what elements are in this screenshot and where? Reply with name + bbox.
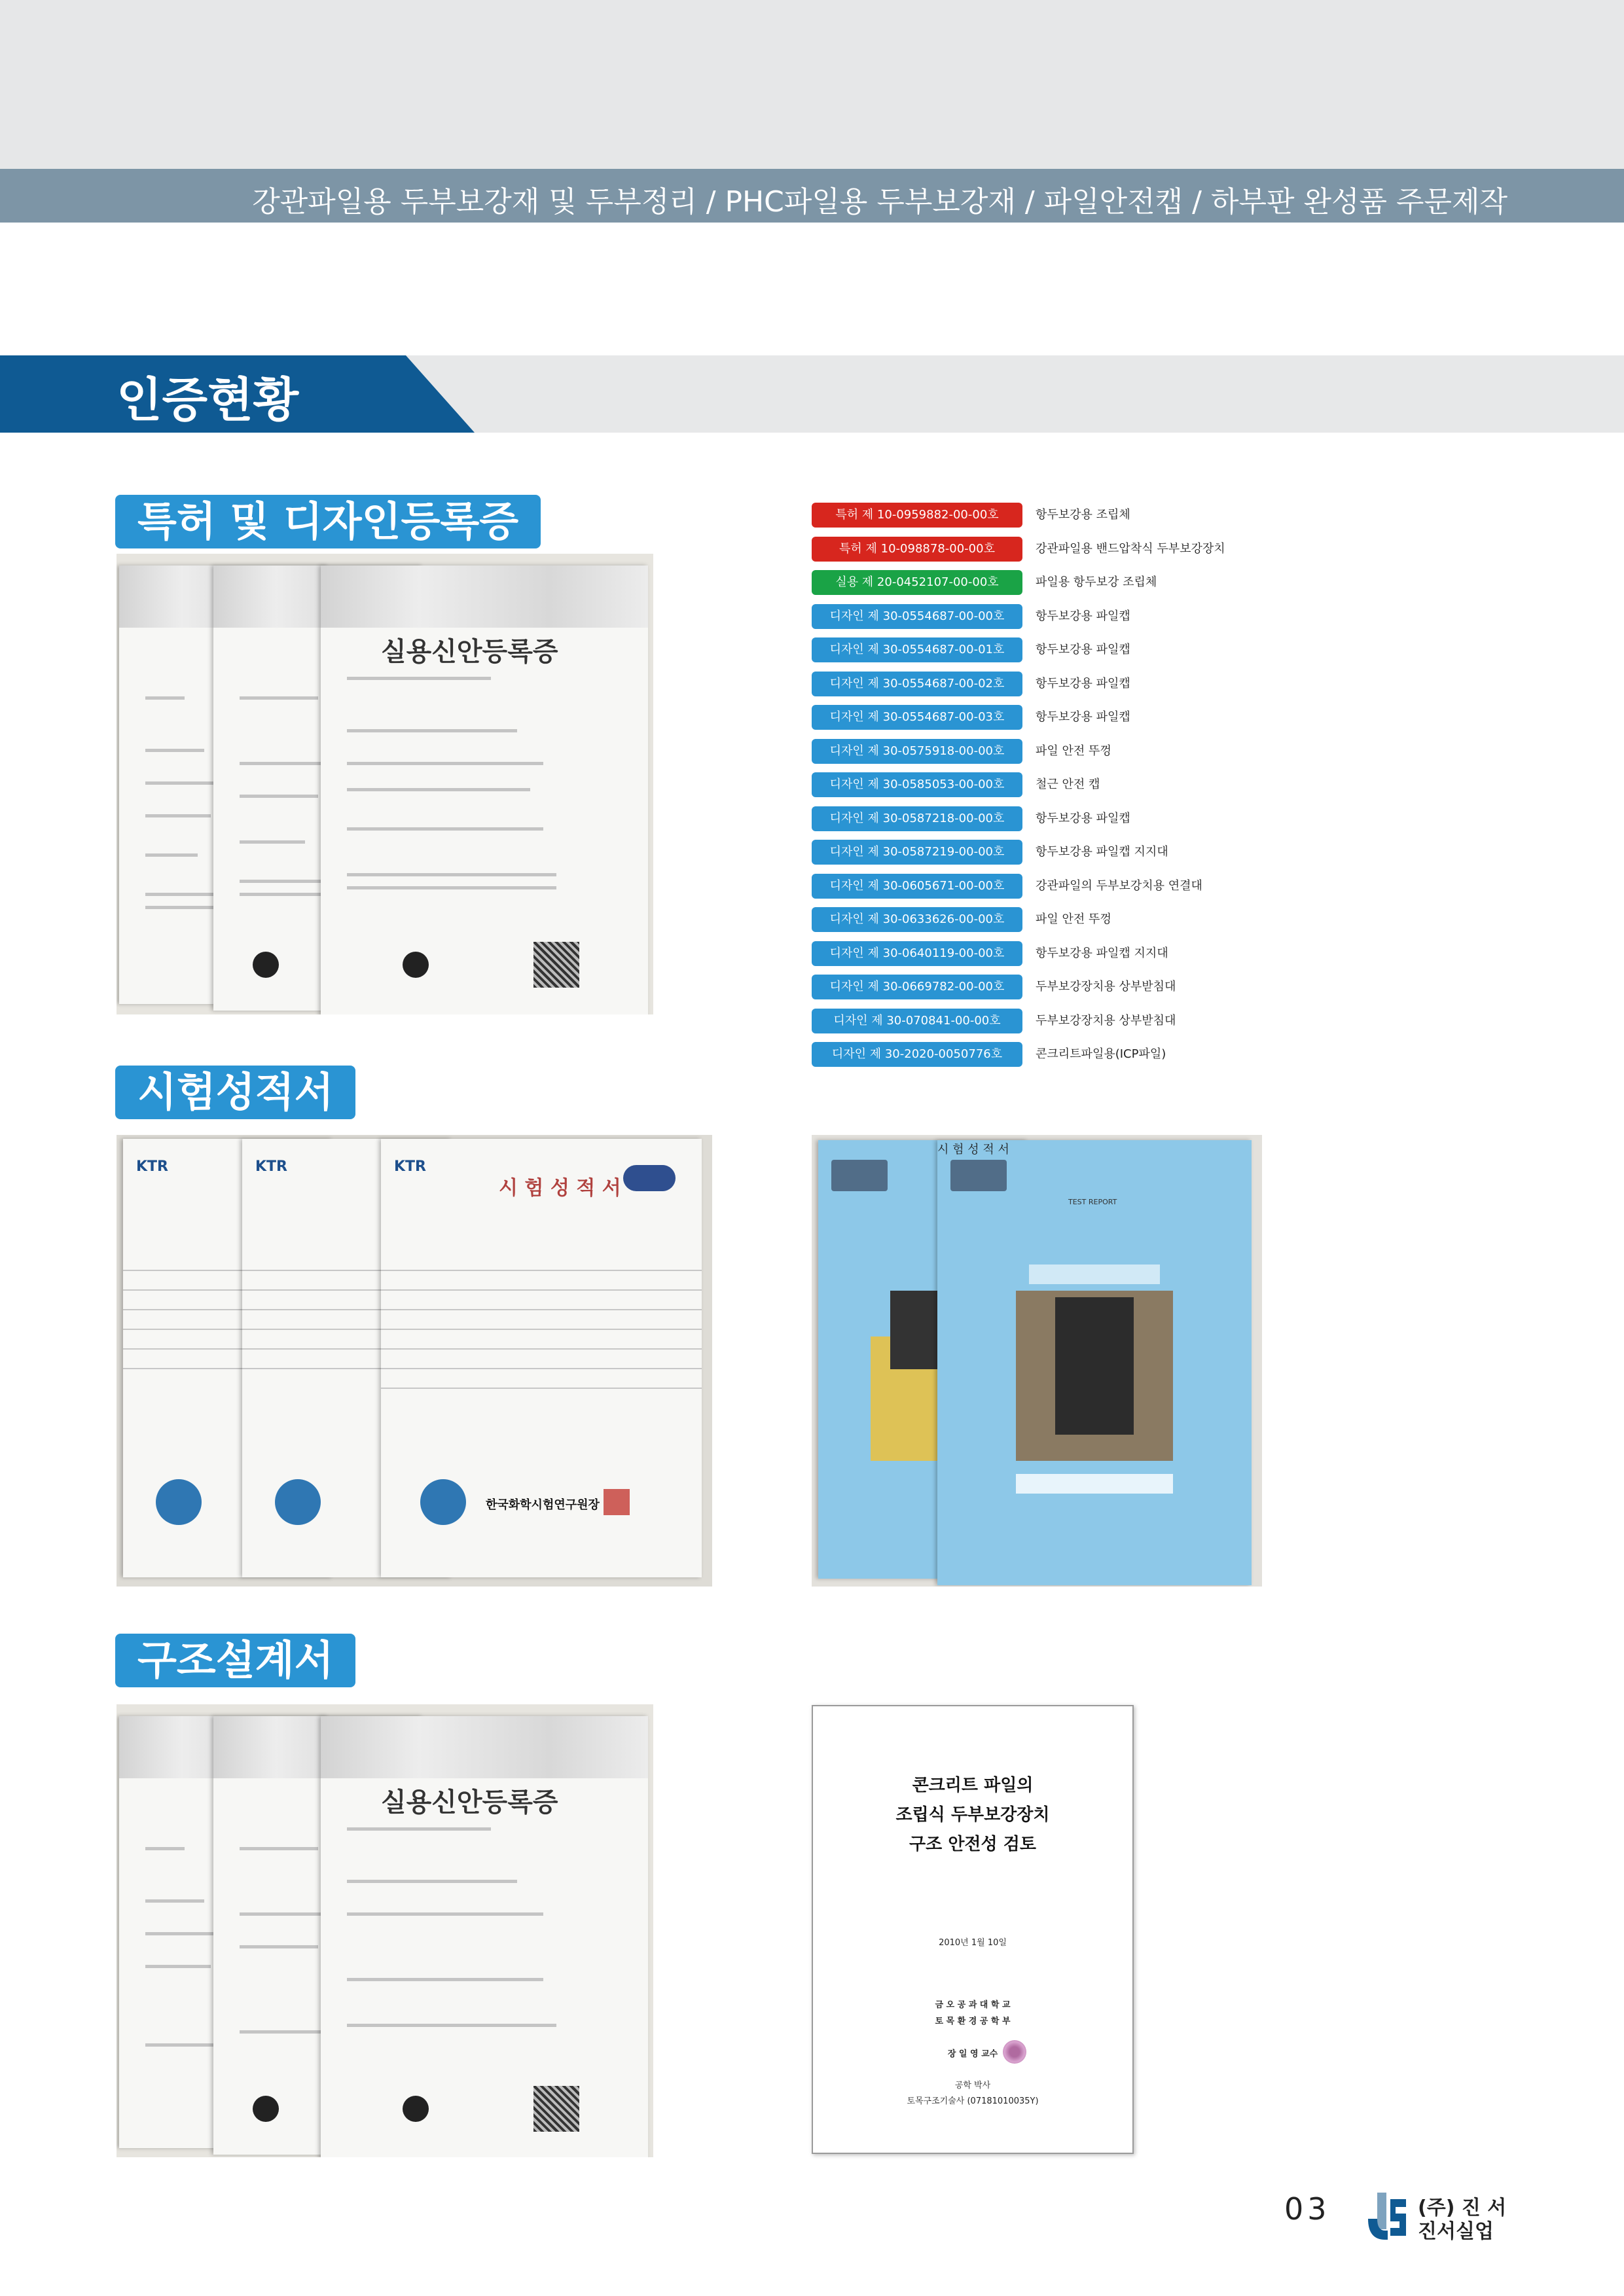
certificate-number-badge: 디자인 제 30-0575918-00-00호 (812, 739, 1022, 764)
section-label-test-report: 시험성적서 (115, 1066, 355, 1119)
page-number: 03 (1284, 2191, 1331, 2227)
certificate-description: 항두보강용 파일캡 지지대 (1036, 946, 1168, 960)
tagline-band (0, 169, 1624, 223)
tagline: 강관파일용 두부보강재 및 두부정리 / PHC파일용 두부보강재 / 파일안전캡 / 하부판 완성품 주문제작 (252, 185, 1507, 219)
structural-stamp (533, 2086, 579, 2132)
certificate-number-badge: 특허 제 10-098878-00-00호 (812, 537, 1022, 562)
certificate-description: 두부보강장치용 상부받침대 (1036, 980, 1176, 994)
certificate-number-badge: 디자인 제 30-0640119-00-00호 (812, 941, 1022, 966)
structural-report-cover (812, 1705, 1134, 2154)
report-degree: 공학 박사 (954, 2081, 991, 2090)
test-report-scan-2: KTR (242, 1139, 452, 1577)
certificate-number-badge: 디자인 제 30-0554687-00-00호 (812, 604, 1022, 629)
certificate-number-badge: 디자인 제 30-0587219-00-00호 (812, 840, 1022, 865)
patent-certificate-scans (117, 554, 653, 1014)
report-title-line-3: 구조 안전성 검토 (909, 1835, 1036, 1854)
structural-scan-3 (321, 1716, 648, 2157)
blue-report-title: 시 험 성 적 서 (937, 1143, 1009, 1157)
page-title: 인증현황 (117, 372, 299, 427)
report-department: 토 목 환 경 공 학 부 (935, 2017, 1011, 2026)
certificate-number-badge: 실용 제 20-0452107-00-00호 (812, 570, 1022, 595)
test-lab-name: 한국화학시험연구원장 (486, 1498, 600, 1512)
report-title-line-1: 콘크리트 파일의 (912, 1776, 1034, 1795)
test-report-scan-1: KTR (123, 1139, 333, 1577)
test-report-scan-3: KTR 시 험 성 적 서 한국화학시험연구원장 (381, 1139, 702, 1577)
blue-report-scan-2 (937, 1140, 1252, 1585)
certificate-description: 철근 안전 캡 (1036, 778, 1100, 791)
top-band (0, 0, 1624, 169)
test-report-title: 시 험 성 적 서 (499, 1177, 621, 1200)
certificate-description: 항두보강용 파일캡 지지대 (1036, 845, 1168, 859)
structural-utility-title: 실용신안등록증 (381, 1787, 558, 1818)
certificate-number-badge: 디자인 제 30-0587218-00-00호 (812, 806, 1022, 831)
certificate-number-badge: 디자인 제 30-070841-00-00호 (812, 1009, 1022, 1033)
certificate-description: 파일 안전 뚜껑 (1036, 744, 1111, 758)
brand-name-line-1: (주) 진 서 (1418, 2197, 1507, 2219)
report-author: 장 일 영 교수 (947, 2049, 998, 2059)
certificate-description: 항두보강용 파일캡 (1036, 609, 1130, 623)
certificate-description: 강관파일용 밴드압착식 두부보강장치 (1036, 542, 1225, 556)
certificate-description: 항두보강용 파일캡 (1036, 643, 1130, 656)
report-license: 토목구조기술사 (07181010035Y) (907, 2096, 1039, 2106)
certificate-description: 콘크리트파일용(ICP파일) (1036, 1047, 1166, 1061)
official-stamp (533, 942, 579, 988)
certificate-description: 강관파일의 두부보강치용 연결대 (1036, 879, 1202, 893)
structural-certificate-scans (117, 1704, 653, 2157)
section-label-patent: 특허 및 디자인등록증 (115, 495, 541, 548)
certificate-description: 항두보강용 파일캡 (1036, 677, 1130, 691)
section-label-structural-design: 구조설계서 (115, 1634, 355, 1687)
certificate-description: 파일용 항두보강 조립체 (1036, 575, 1157, 589)
utility-certificate-title: 실용신안등록증 (381, 637, 558, 667)
report-school: 금 오 공 과 대 학 교 (935, 2000, 1011, 2010)
page-title-bar (0, 355, 1624, 433)
author-seal (1003, 2040, 1026, 2064)
certificate-number-badge: 디자인 제 30-0633626-00-00호 (812, 907, 1022, 932)
brand-name-line-2: 진서실업 (1418, 2220, 1494, 2243)
company-brand (1365, 2191, 1516, 2246)
certificate-description: 항두보강용 조립체 (1036, 508, 1130, 522)
certificate-number-badge: 디자인 제 30-0554687-00-03호 (812, 705, 1022, 730)
certificate-number-badge: 디자인 제 30-0669782-00-00호 (812, 975, 1022, 999)
certificate-number-badge: 디자인 제 30-0554687-00-01호 (812, 637, 1022, 662)
lab-seal-stamp (604, 1489, 630, 1515)
certificate-number-badge: 특허 제 10-0959882-00-00호 (812, 503, 1022, 528)
report-date: 2010년 1월 10일 (939, 1938, 1007, 1948)
certificate-number-badge: 디자인 제 30-0605671-00-00호 (812, 874, 1022, 899)
test-report-scans (117, 1135, 712, 1587)
company-logo-icon (1365, 2193, 1413, 2245)
certificate-number-badge: 디자인 제 30-0585053-00-00호 (812, 772, 1022, 797)
blue-test-report-scans (812, 1135, 1262, 1587)
report-title-line-2: 조립식 두부보강장치 (895, 1805, 1050, 1825)
certificate-number-badge: 디자인 제 30-2020-0050776호 (812, 1042, 1022, 1067)
blue-report-subtitle: TEST REPORT (1068, 1198, 1117, 1206)
certificate-scan-3 (321, 565, 648, 1014)
certificate-description: 항두보강용 파일캡 (1036, 812, 1130, 825)
certificate-number-badge: 디자인 제 30-0554687-00-02호 (812, 672, 1022, 696)
certificate-description: 파일 안전 뚜껑 (1036, 912, 1111, 926)
certificate-description: 항두보강용 파일캡 (1036, 710, 1130, 724)
certificate-description: 두부보강장치용 상부받침대 (1036, 1014, 1176, 1028)
